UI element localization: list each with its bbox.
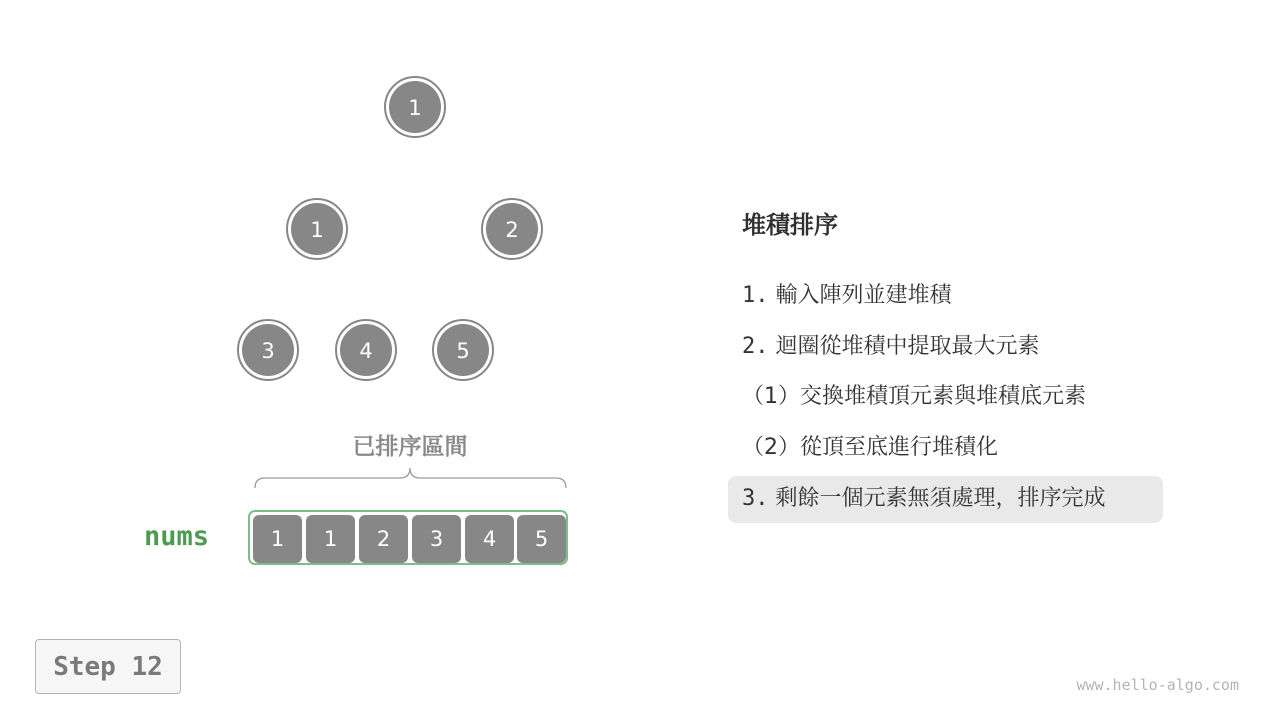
step-2-2 bbox=[742, 433, 998, 463]
tree-node-label: 5 bbox=[456, 339, 470, 363]
tree-node-left-right bbox=[336, 320, 396, 380]
step-number: 2. bbox=[742, 334, 769, 359]
step-2 bbox=[742, 332, 1040, 362]
step-text: （2）從頂至底進行堆積化 bbox=[742, 435, 998, 460]
step-number: 3. bbox=[742, 486, 769, 511]
array-cell: 1 bbox=[306, 515, 355, 563]
sorted-range-brace bbox=[255, 468, 566, 488]
step-text: （1）交換堆積頂元素與堆積底元素 bbox=[742, 384, 1086, 409]
sorted-range-label: 已排序區間 bbox=[352, 434, 468, 460]
array-cell: 1 bbox=[253, 515, 302, 563]
step-2-1 bbox=[742, 382, 1086, 412]
tree-node-label: 3 bbox=[261, 339, 275, 363]
step-1 bbox=[742, 281, 952, 311]
array-name: nums bbox=[144, 521, 210, 552]
tree-node-left-left bbox=[238, 320, 298, 380]
tree-node-label: 4 bbox=[359, 339, 373, 363]
step-text: 輸入陣列並建堆積 bbox=[775, 283, 952, 308]
array-cell: 4 bbox=[465, 515, 514, 563]
step-text: 迴圈從堆積中提取最大元素 bbox=[775, 334, 1040, 359]
array-cell: 5 bbox=[517, 515, 566, 563]
step-3 bbox=[742, 484, 1106, 514]
watermark: www.hello-algo.com bbox=[1076, 676, 1239, 694]
array-cell: 3 bbox=[412, 515, 461, 563]
tree-node-left bbox=[287, 199, 347, 259]
step-number: 1. bbox=[742, 283, 769, 308]
tree-node-right bbox=[482, 199, 542, 259]
tree-node-label: 1 bbox=[408, 96, 422, 120]
array-cell: 2 bbox=[359, 515, 408, 563]
step-badge: Step 12 bbox=[35, 639, 181, 694]
tree-node-label: 1 bbox=[310, 218, 324, 242]
tree-node-label: 2 bbox=[505, 218, 519, 242]
step-text: 剩餘一個元素無須處理，排序完成 bbox=[775, 486, 1106, 511]
panel-title: 堆積排序 bbox=[742, 211, 838, 239]
tree-node-root bbox=[385, 77, 445, 137]
tree-node-right-left bbox=[433, 320, 493, 380]
